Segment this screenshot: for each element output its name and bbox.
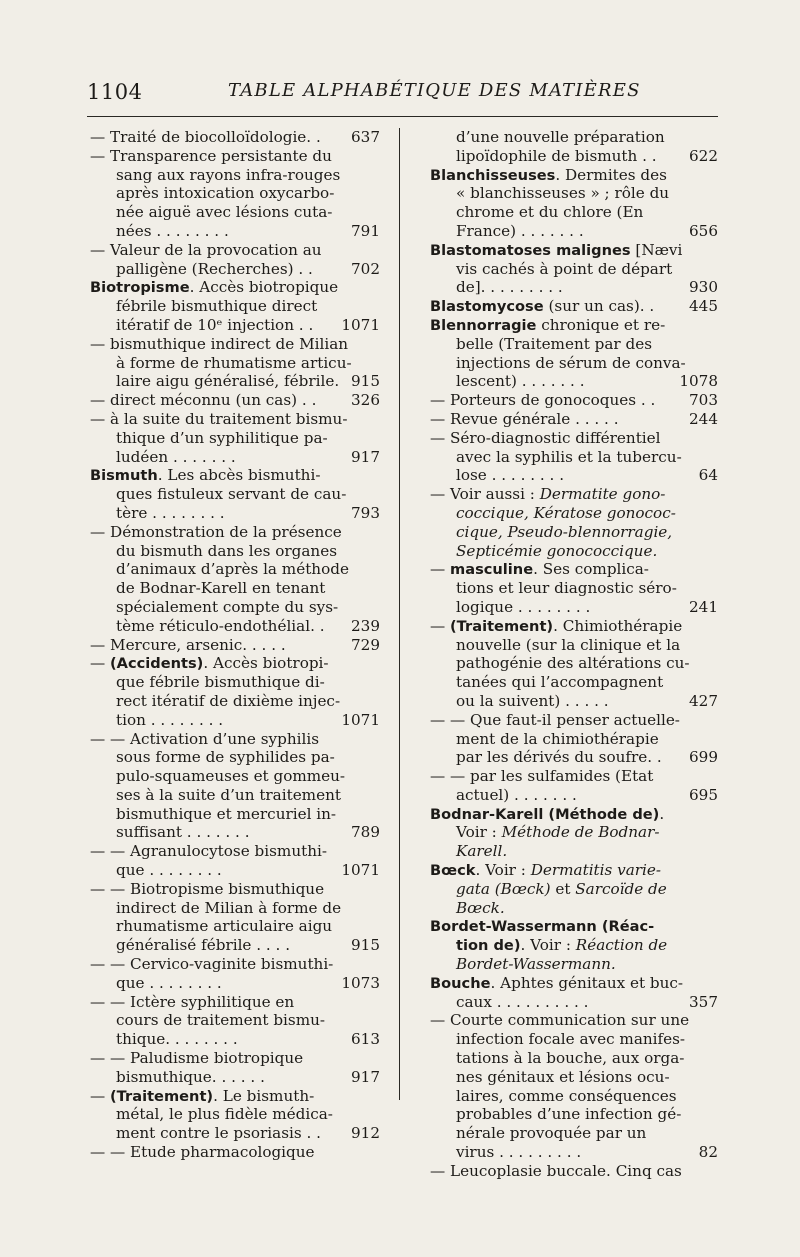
entry-text: sous forme de syphilides pa- <box>116 748 335 767</box>
index-line <box>90 1068 380 1087</box>
index-line <box>90 654 380 673</box>
entry-text: ment de la chimiothérapie <box>456 729 659 748</box>
page-ref: 1073 <box>341 973 380 992</box>
entry-heading: Blennorragie <box>430 316 537 334</box>
page-ref: 912 <box>351 1124 380 1143</box>
page-number: 1104 <box>87 80 143 104</box>
index-line <box>90 899 380 918</box>
index-line <box>90 730 380 749</box>
index-line <box>430 241 718 260</box>
entry-crossref: Karell. <box>456 842 508 861</box>
entry-crossref: Dermatite gono- <box>539 485 666 504</box>
page-ref: 729 <box>351 635 380 654</box>
entry-text: . Voir : <box>520 936 576 955</box>
entry-crossref: gata (Bœck) <box>456 879 551 898</box>
index-line <box>90 974 380 993</box>
entry-text: logique . . . . . . . . <box>456 597 591 616</box>
index-line <box>430 861 718 880</box>
entry-text: — Traité de biocolloïdologie. . <box>90 128 321 146</box>
entry-text: de Bodnar-Karell en tenant <box>116 579 326 598</box>
entry-text: laires, comme conséquences <box>456 1086 677 1105</box>
entry-text: suffisant . . . . . . . <box>116 823 250 842</box>
entry-text: rhumatisme articulaire aigu <box>116 917 333 936</box>
entry-text: itératif de 10ᵉ injection . . <box>116 315 314 334</box>
index-line <box>90 617 380 636</box>
entry-text: que fébrile bismuthique di- <box>116 673 325 692</box>
index-line <box>90 1030 380 1049</box>
page-ref: 427 <box>689 691 718 710</box>
page-ref: 915 <box>351 372 380 391</box>
entry-text: . Les abcès bismuthi- <box>157 466 321 485</box>
entry-crossref: Sarcoïde de <box>575 879 667 898</box>
entry-dash: — <box>90 1086 111 1105</box>
page-ref: 1071 <box>341 710 380 729</box>
entry-text: tère . . . . . . . . <box>116 503 225 522</box>
entry-crossref: Réaction de <box>575 936 668 955</box>
index-line <box>90 917 380 936</box>
index-line <box>430 673 718 692</box>
index-line <box>90 805 380 824</box>
entry-text: [Nævi <box>630 240 683 259</box>
entry-text: tions et leur diagnostic séro- <box>456 579 677 598</box>
entry-text: chrome et du chlore (En <box>456 203 644 222</box>
entry-text: — — Activation d’une syphilis <box>90 729 319 748</box>
entry-text: à forme de rhumatisme articu- <box>116 353 352 372</box>
entry-text: palligène (Recherches) . . <box>116 259 313 278</box>
entry-text: ment contre le psoriasis . . <box>116 1124 321 1143</box>
index-line <box>90 147 380 166</box>
entry-text: que . . . . . . . . <box>116 861 222 880</box>
entry-text: ou la suivent) . . . . . <box>456 691 609 710</box>
entry-text: — Mercure, arsenic. . . . . <box>90 635 286 654</box>
entry-text: vis cachés à point de départ <box>456 259 673 278</box>
entry-text: laire aigu généralisé, fébrile. <box>116 372 340 391</box>
page-ref: 695 <box>689 785 718 804</box>
index-line <box>430 466 718 485</box>
entry-text: avec la syphilis et la tubercu- <box>456 447 682 466</box>
entry-text: — à la suite du traitement bismu- <box>90 409 348 428</box>
entry-text: injections de sérum de conva- <box>456 353 686 372</box>
entry-text: — Transparence persistante du <box>90 146 332 165</box>
entry-text: — — Ictère syphilitique en <box>90 992 295 1011</box>
page-ref: 1078 <box>679 372 718 391</box>
entry-text: Voir : <box>456 823 502 842</box>
entry-text: — bismuthique indirect de Milian <box>90 334 349 353</box>
index-line <box>430 579 718 598</box>
index-line <box>90 748 380 767</box>
index-line <box>90 1087 380 1106</box>
index-line <box>90 598 380 617</box>
entry-text: — Voir aussi : <box>430 485 540 504</box>
index-line <box>430 617 718 636</box>
entry-text: — Porteurs de gonocoques . . <box>430 391 656 410</box>
entry-text: et <box>550 879 576 898</box>
entry-text: cours de traitement bismu- <box>116 1011 326 1030</box>
entry-text: — Démonstration de la présence <box>90 522 342 541</box>
entry-text: infection focale avec manifes- <box>456 1030 686 1049</box>
index-line <box>90 391 380 410</box>
entry-heading: Blanchisseuses <box>430 166 556 184</box>
entry-text: du bismuth dans les organes <box>116 541 337 560</box>
entry-text: née aiguë avec lésions cuta- <box>116 203 333 222</box>
page-ref: 915 <box>351 936 380 955</box>
index-line <box>430 692 718 711</box>
page-ref: 637 <box>351 128 380 146</box>
entry-text: tion . . . . . . . . <box>116 710 224 729</box>
index-line <box>430 936 718 955</box>
index-line <box>430 166 718 185</box>
page-ref: 791 <box>351 221 380 240</box>
entry-text: ses à la suite d’un traitement <box>116 785 341 804</box>
index-line <box>430 1124 718 1143</box>
index-line <box>90 673 380 692</box>
index-line <box>430 917 718 936</box>
entry-heading: Bodnar-Karell (Méthode de) <box>430 805 660 823</box>
index-line <box>90 278 380 297</box>
index-line <box>90 523 380 542</box>
entry-heading: Biotropisme <box>90 279 190 297</box>
entry-crossref: Dermatitis varie- <box>530 861 662 880</box>
index-line <box>90 203 380 222</box>
index-line <box>430 278 718 297</box>
entry-text: — — Que faut-il penser actuelle- <box>430 710 680 729</box>
page-ref: 82 <box>698 1143 718 1162</box>
index-line <box>90 354 380 373</box>
index-line <box>430 598 718 617</box>
entry-text: . Le bismuth- <box>213 1086 315 1105</box>
index-line <box>430 786 718 805</box>
index-line <box>90 542 380 561</box>
running-title: TABLE ALPHABÉTIQUE DES MATIÈRES <box>228 80 641 101</box>
index-line <box>90 222 380 241</box>
entry-heading: Bouche <box>430 974 491 992</box>
entry-text: « blanchisseuses » ; rôle du <box>456 184 670 203</box>
index-line <box>430 222 718 241</box>
entry-text: bismuthique et mercuriel in- <box>116 804 337 823</box>
entry-text: caux . . . . . . . . . . <box>456 992 589 1011</box>
page-ref: 793 <box>351 503 380 522</box>
entry-text: fébrile bismuthique direct <box>116 297 318 316</box>
index-line <box>90 166 380 185</box>
index-column-left <box>90 128 380 1162</box>
index-line <box>90 429 380 448</box>
index-line <box>430 1068 718 1087</box>
entry-crossref: coccique, Kératose gonococ- <box>456 503 676 522</box>
entry-text: rect itératif de dixième injec- <box>116 691 341 710</box>
index-line <box>430 955 718 974</box>
entry-text: tations à la bouche, aux orga- <box>456 1049 685 1068</box>
index-line <box>430 410 718 429</box>
entry-text: après intoxication oxycarbo- <box>116 184 335 203</box>
index-line <box>90 1124 380 1143</box>
index-line <box>90 1105 380 1124</box>
entry-text: . Accès biotropi- <box>203 654 329 673</box>
entry-text: indirect de Milian à forme de <box>116 898 342 917</box>
index-line <box>90 448 380 467</box>
page-ref: 613 <box>351 1030 380 1049</box>
index-line <box>90 842 380 861</box>
entry-text: ludéen . . . . . . . <box>116 447 236 466</box>
index-line <box>430 203 718 222</box>
index-line <box>90 485 380 504</box>
index-line <box>90 241 380 260</box>
entry-heading: masculine <box>450 561 534 579</box>
index-line <box>90 1011 380 1030</box>
entry-crossref: Bordet-Wassermann. <box>456 955 616 974</box>
entry-text: ques fistuleux servant de cau- <box>116 485 347 504</box>
index-line <box>430 335 718 354</box>
entry-text: nouvelle (sur la clinique et la <box>456 635 681 654</box>
entry-text: spécialement compte du sys- <box>116 597 339 616</box>
index-line <box>430 297 718 316</box>
entry-text: . Aphtes génitaux et buc- <box>490 973 684 992</box>
entry-crossref: Septicémie gonococcique. <box>456 541 658 560</box>
entry-crossref: cique, Pseudo-blennorragie, <box>456 522 673 541</box>
index-line <box>430 542 718 561</box>
page-ref: 702 <box>351 259 380 278</box>
index-line <box>90 466 380 485</box>
entry-text: nées . . . . . . . . <box>116 221 229 240</box>
index-line <box>90 880 380 899</box>
column-divider <box>399 128 400 1100</box>
entry-text: — — Agranulocytose bismuthi- <box>90 842 327 861</box>
entry-heading: Bismuth <box>90 467 158 485</box>
page-ref: 930 <box>689 278 718 297</box>
entry-text: . Ses complica- <box>533 560 649 579</box>
index-line <box>430 1087 718 1106</box>
entry-dash: — <box>430 616 451 635</box>
page-ref: 357 <box>689 992 718 1011</box>
entry-crossref: Méthode de Bodnar- <box>501 823 660 842</box>
index-line <box>90 936 380 955</box>
page-ref: 326 <box>351 391 380 410</box>
entry-text: d’une nouvelle préparation <box>456 128 665 146</box>
entry-text: pathogénie des altérations cu- <box>456 654 690 673</box>
entry-text: que . . . . . . . . <box>116 973 222 992</box>
entry-text: — Séro-diagnostic différentiel <box>430 428 661 447</box>
entry-text: — — Paludisme biotropique <box>90 1049 304 1068</box>
entry-text: — — Biotropisme bismuthique <box>90 879 325 898</box>
index-line <box>90 335 380 354</box>
page-ref: 1071 <box>341 861 380 880</box>
index-line <box>430 899 718 918</box>
entry-text: thique. . . . . . . . <box>116 1030 238 1049</box>
page-ref: 917 <box>351 1067 380 1086</box>
entry-text: — direct méconnu (un cas) . . <box>90 391 317 410</box>
index-line <box>430 974 718 993</box>
entry-heading: tion de) <box>456 937 521 955</box>
entry-text: métal, le plus fidèle médica- <box>116 1105 333 1124</box>
entry-text: . <box>659 804 665 823</box>
index-line <box>90 692 380 711</box>
index-line <box>90 560 380 579</box>
entry-text: lipoïdophile de bismuth . . <box>456 146 657 165</box>
index-line <box>430 636 718 655</box>
index-line <box>430 260 718 279</box>
index-line <box>430 354 718 373</box>
entry-text: lescent) . . . . . . . <box>456 372 585 391</box>
page-ref: 703 <box>689 391 718 410</box>
index-line <box>430 1030 718 1049</box>
entry-text: (sur un cas). . <box>543 297 655 316</box>
index-line <box>430 448 718 467</box>
entry-heading: Blastomatoses malignes <box>430 241 631 259</box>
entry-heading: Blastomycose <box>430 298 544 316</box>
index-line <box>430 880 718 899</box>
index-line <box>430 1049 718 1068</box>
page-ref: 445 <box>689 297 718 316</box>
entry-text: belle (Traitement par des <box>456 334 653 353</box>
index-line <box>430 823 718 842</box>
index-line <box>430 654 718 673</box>
entry-dash: — <box>430 560 451 579</box>
index-line <box>90 861 380 880</box>
index-line <box>430 1105 718 1124</box>
entry-text: France) . . . . . . . <box>456 221 584 240</box>
entry-text: généralisé fébrile . . . . <box>116 936 291 955</box>
index-line <box>430 993 718 1012</box>
entry-heading: Bœck <box>430 862 476 880</box>
page-ref: 699 <box>689 748 718 767</box>
entry-text: — Revue générale . . . . . <box>430 409 619 428</box>
index-line <box>90 823 380 842</box>
index-line <box>90 128 380 147</box>
index-line <box>430 316 718 335</box>
page-ref: 244 <box>689 409 718 428</box>
entry-text: nes génitaux et lésions ocu- <box>456 1067 670 1086</box>
index-line <box>90 786 380 805</box>
page-ref: 622 <box>689 146 718 165</box>
page-ref: 917 <box>351 447 380 466</box>
entry-text: thique d’un syphilitique pa- <box>116 428 328 447</box>
entry-text: bismuthique. . . . . . <box>116 1067 265 1086</box>
index-line <box>430 504 718 523</box>
page-ref: 656 <box>689 221 718 240</box>
index-line <box>90 410 380 429</box>
entry-text: chronique et re- <box>536 315 666 334</box>
index-line <box>430 748 718 767</box>
index-line <box>430 1143 718 1162</box>
page-ref: 789 <box>351 823 380 842</box>
index-line <box>90 297 380 316</box>
entry-text: lose . . . . . . . . <box>456 466 565 485</box>
index-line <box>90 579 380 598</box>
page-ref: 64 <box>698 466 718 485</box>
entry-text: — Valeur de la provocation au <box>90 240 322 259</box>
entry-text: actuel) . . . . . . . <box>456 785 577 804</box>
index-line <box>430 805 718 824</box>
entry-text: . Voir : <box>475 861 531 880</box>
index-line <box>430 711 718 730</box>
index-line <box>90 504 380 523</box>
entry-text: nérale provoquée par un <box>456 1124 647 1143</box>
index-line <box>430 1162 718 1181</box>
index-line <box>90 993 380 1012</box>
index-line <box>430 128 718 147</box>
index-line <box>430 1011 718 1030</box>
entry-text: de]. . . . . . . . . <box>456 278 563 297</box>
entry-text: — — Cervico-vaginite bismuthi- <box>90 955 334 974</box>
page-ref: 241 <box>689 597 718 616</box>
index-line <box>430 372 718 391</box>
entry-text: . Chimiothérapie <box>553 616 683 635</box>
index-line <box>430 485 718 504</box>
header-rule <box>87 116 718 117</box>
index-line <box>430 184 718 203</box>
entry-heading: (Traitement) <box>450 617 554 635</box>
entry-text: virus . . . . . . . . . <box>456 1143 582 1162</box>
index-line <box>430 147 718 166</box>
index-line <box>430 523 718 542</box>
index-line <box>90 372 380 391</box>
entry-text: sang aux rayons infra-rouges <box>116 165 341 184</box>
entry-text: . Dermites des <box>555 165 667 184</box>
entry-heading: (Accidents) <box>110 655 204 673</box>
entry-text: . Accès biotropique <box>189 278 339 297</box>
entry-text: — — Etude pharmacologique <box>90 1143 315 1162</box>
index-line <box>90 316 380 335</box>
entry-text: — Courte communication sur une <box>430 1011 690 1030</box>
entry-text: — Leucoplasie buccale. Cinq cas <box>430 1161 682 1180</box>
index-line <box>90 1143 380 1162</box>
page-ref: 1071 <box>341 315 380 334</box>
index-line <box>430 767 718 786</box>
entry-text: par les dérivés du soufre. . <box>456 748 662 767</box>
index-column-right <box>430 128 718 1181</box>
page-ref: 239 <box>351 616 380 635</box>
index-line <box>90 636 380 655</box>
entry-heading: (Traitement) <box>110 1087 214 1105</box>
entry-text: d’animaux d’après la méthode <box>116 560 349 579</box>
index-line <box>90 767 380 786</box>
index-line <box>90 184 380 203</box>
index-line <box>430 429 718 448</box>
index-line <box>90 955 380 974</box>
entry-text: tanées qui l’accompagnent <box>456 673 664 692</box>
entry-text: pulo-squameuses et gommeu- <box>116 767 346 786</box>
entry-text: — — par les sulfamides (Etat <box>430 767 654 786</box>
index-line <box>430 730 718 749</box>
entry-crossref: Bœck. <box>456 898 505 917</box>
index-line <box>90 1049 380 1068</box>
entry-dash: — <box>90 654 111 673</box>
index-line <box>90 260 380 279</box>
entry-text: tème réticulo-endothélial. . <box>116 616 325 635</box>
index-line <box>430 391 718 410</box>
index-line <box>430 842 718 861</box>
entry-heading: Bordet-Wassermann (Réac- <box>430 918 655 936</box>
index-line <box>430 560 718 579</box>
index-line <box>90 711 380 730</box>
entry-text: probables d’une infection gé- <box>456 1105 682 1124</box>
